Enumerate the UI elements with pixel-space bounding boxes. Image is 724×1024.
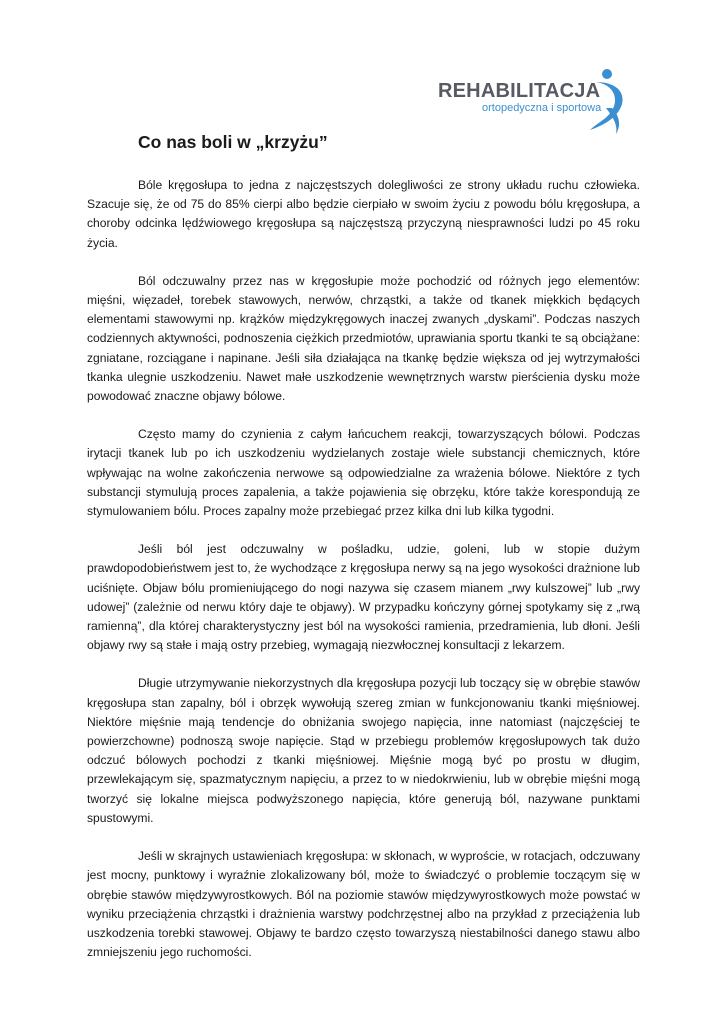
paragraph: Jeśli w skrajnych ustawieniach kręgosłupa: w skłonach, w wyproście, w rotacjach, odczuwany jest mocny, punktowy i wyraźnie zlokalizowany ból, może to świadczyć o problemie toczącym się w obrębie stawów międzywyrostkowych. Ból na poziomie stawów międzywyrostkowych może powstać w wyniku przeciążenia chrząstki i drażnienia warstwy podchrzęstnej albo na przykład z przeciążenia lub uszkodzenia torebki stawowej. Objawy te bardzo często towarzyszą niestabilności danego stawu albo zmniejszeniu jego ruchomości. [87,849,640,960]
logo [436,68,636,138]
document-body [87,176,640,981]
paragraph: Ból odczuwalny przez nas w kręgosłupie może pochodzić od różnych jego elementów: mięśni, więzadeł, torebek stawowych, nerwów, chrząstki, a także od tkanek miękkich będących elementami stawowymi np. krążków międzykręgowych inaczej zwanych „dyskami”. Podczas naszych codziennych aktywności, podnoszenia ciężkich przedmiotów, uprawiania sportu tkanki te są obciążane: zgniatane, rozciągane i napinane. Jeśli siła działająca na tkankę będzie większa od jej wytrzymałości tkanka ulegnie uszkodzeniu. Nawet małe uszkodzenie wewnętrznych warstw pierścienia dysku może powodować znaczne objawy bólowe. [87,273,640,404]
paragraph: Jeśli ból jest odczuwalny w pośladku, udzie, goleni, lub w stopie dużym prawdopodobieństwem jest to, że wychodzące z kręgosłupa nerwy są na jego wysokości drażnione lub uciśnięte. Objaw bólu promieniującego do nogi nazywa się czasem mianem „rwy kulszowej” lub „rwy udowej” (zależnie od nerwu który daje te objawy). W przypadku kończyny górnej spotykamy się z „rwą ramienną”, dla której charakterystyczny jest ból na wysokości ramienia, przedramienia, lub dłoni. Jeśli objawy rwy są stałe i mają ostry przebieg, wymagają niezwłocznej konsultacji z lekarzem. [87,542,640,653]
logo-title: REHABILITACJA [438,80,601,102]
paragraph: Często mamy do czynienia z całym łańcuchem reakcji, towarzyszących bólowi. Podczas irytacji tkanek lub po ich uszkodzeniu wydzielanych zostaje wiele substancji chemicznych, które wpływając na wolne zakończenia nerwowe są odpowiedzialne za wrażenia bólowe. Niektóre z tych substancji stymulują proces zapalenia, a także pojawienia się obrzęku, które także korespondują ze stymulowaniem bólu. Proces zapalny może przebiegać przez kilka dni lub kilka tygodni. [87,427,640,519]
logo-subtitle: ortopedyczna i sportowa [482,102,602,114]
athlete-figure-icon [588,68,628,136]
paragraph: Bóle kręgosłupa to jedna z najczęstszych dolegliwości ze strony układu ruchu człowieka. Szacuje się, że od 75 do 85% cierpi albo będzie cierpiało w swoim życiu z powodu bólu kręgosłupa, a choroby odcinka lędźwiowego kręgosłupa są najczęstszą przyczyną niesprawności ludzi po 45 roku życia. [87,178,640,250]
paragraph: Długie utrzymywanie niekorzystnych dla kręgosłupa pozycji lub toczący się w obrębie stawów kręgosłupa stan zapalny, ból i obrzęk wywołują szereg zmian w funkcjonowaniu tkanki mięśniowej. Niektóre mięśnie mają tendencje do obniżania swojego napięcia, inne natomiast (najczęściej te powierzchowne) podnoszą swoje napięcie. Stąd w przebiegu problemów kręgosłupowych tak dużo odczuć bólowych pochodzi z tkanki mięśniowej. Mięśnie mogą być po prostu w długim, przewlekającym się, spazmatycznym napięciu, a przez to w niedokrwieniu, lub w obrębie mięśni mogą tworzyć się lokalne miejsca podwyższonego napięcia, które generują ból, nazywane punktami spustowymi. [87,676,640,825]
document-title: Co nas boli w „krzyżu” [138,132,328,152]
